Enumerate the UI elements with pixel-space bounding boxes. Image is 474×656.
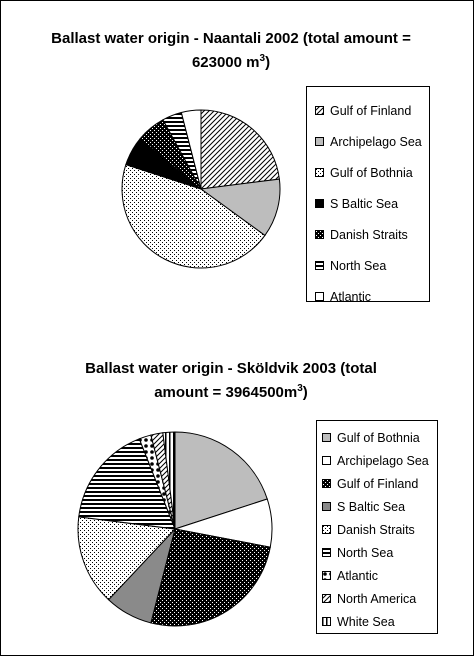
legend-swatch <box>315 261 324 270</box>
legend-label: Danish Straits <box>330 227 408 242</box>
chart-1-title-line2 <box>21 51 441 75</box>
legend-label: Archipelago Sea <box>330 134 422 149</box>
chart-1-title-amount: 623000 m <box>191 54 260 71</box>
chart-1-title-close: ) <box>265 54 271 71</box>
legend-swatch <box>315 230 324 239</box>
legend-1 <box>306 86 430 302</box>
legend-label: North America <box>337 591 417 606</box>
chart-2-title-line2 <box>21 381 441 405</box>
legend-swatch <box>315 106 324 115</box>
legend-label: Atlantic <box>330 289 371 304</box>
legend-2-item <box>317 449 437 472</box>
legend-label: Danish Straits <box>337 522 415 537</box>
legend-swatch <box>322 617 331 626</box>
legend-label: Gulf of Bothnia <box>330 165 413 180</box>
chart-2-title <box>21 357 441 405</box>
pie-chart-2 <box>77 431 273 627</box>
legend-swatch <box>322 594 331 603</box>
legend-swatch <box>322 479 331 488</box>
legend-1-item <box>307 188 429 219</box>
legend-label: S Baltic Sea <box>330 196 399 211</box>
pie-chart-1 <box>121 109 281 269</box>
legend-2-item <box>317 472 437 495</box>
legend-label: North Sea <box>337 545 394 560</box>
legend-2 <box>316 420 438 634</box>
legend-2-item <box>317 610 437 633</box>
legend-label: S Baltic Sea <box>337 499 406 514</box>
chart-2-title-sup: 3 <box>297 383 303 394</box>
legend-swatch <box>322 433 331 442</box>
legend-1-item <box>307 281 429 312</box>
legend-2-item <box>317 495 437 518</box>
chart-2-title-close: ) <box>302 384 308 401</box>
legend-swatch <box>315 137 324 146</box>
legend-label: North Sea <box>330 258 387 273</box>
legend-swatch <box>322 525 331 534</box>
legend-1-item <box>307 250 429 281</box>
legend-swatch <box>322 548 331 557</box>
legend-1-item <box>307 95 429 126</box>
legend-swatch <box>322 456 331 465</box>
pie-1-slice-gulf-of-finland <box>201 110 279 189</box>
legend-1-item <box>307 219 429 250</box>
legend-swatch <box>322 502 331 511</box>
legend-swatch <box>315 168 324 177</box>
legend-1-item <box>307 157 429 188</box>
legend-2-item <box>317 587 437 610</box>
legend-label: Atlantic <box>337 568 378 583</box>
chart-1-title-sup: 3 <box>259 53 266 64</box>
chart-1-title <box>21 27 441 75</box>
legend-label: Gulf of Finland <box>337 476 419 491</box>
legend-label: Gulf of Finland <box>330 103 412 118</box>
legend-2-item <box>317 518 437 541</box>
chart-2-title-amount: amount = 3964500m <box>154 384 298 401</box>
legend-2-item <box>317 426 437 449</box>
chart-2-title-line1: Ballast water origin - Sköldvik 2003 (total <box>85 360 377 377</box>
legend-2-item <box>317 564 437 587</box>
legend-label: Archipelago Sea <box>337 453 429 468</box>
legend-swatch <box>315 292 324 301</box>
legend-label: White Sea <box>337 614 395 629</box>
legend-swatch <box>322 571 331 580</box>
legend-2-item <box>317 541 437 564</box>
chart-1-title-line1: Ballast water origin - Naantali 2002 (total amount = <box>51 30 411 47</box>
legend-swatch <box>315 199 324 208</box>
legend-1-item <box>307 126 429 157</box>
legend-label: Gulf of Bothnia <box>337 430 420 445</box>
